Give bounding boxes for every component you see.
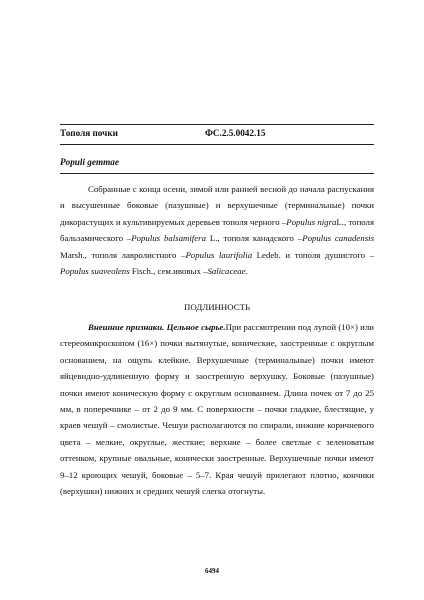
authenticity-lead: Внешние признаки. Цельное сырье. — [88, 322, 226, 332]
species-canadensis: Populus canadensis — [302, 233, 374, 244]
intro-text-5: Ledeb. и тополя душистого – — [252, 249, 374, 260]
authenticity-text: При рассмотрении под лупой (10×) или стереомикроскопом (16×) почки вытянутые, конические, заостренные с округлым основанием, на ощупь клейкие. Верхушечные (терминальные) почки имеют яйцевидно-удлиненную форму и заостренную верхушку. Боковые (пазушные) почки имеют коническую форму с округлым основанием. Длина почек от 7 до 25 мм, в поперечнике – от 2 до 9 мм. С поверхности – почки гладкие, блестящие, у краев чешуй – смолистые. Чешуи располагаются по спирали, нижние коричневого цвета – мелкие, округлые, жесткие; верхние – более светлые с зеленоватым оттенком, крупные овальные, конически заостренные. Верхушечные почки имеют 9–12 кроющих чешуй, боковые – 5–7. Края чешуй прилегают плотно, кончики (верхушки) нижних и средних чешуй слегка отогнуты. — [60, 322, 374, 497]
intro-text-1: Собранные с конца осени, зимой или ранней весной до начала распускания и высушенные боковые (пазушные) и верхушечные (терминальные) почки дикорастущих и культивируемых деревьев тополя черного – — [60, 184, 374, 227]
section-heading-authenticity: ПОДЛИННОСТЬ — [183, 302, 251, 312]
subtitle-rule — [60, 173, 374, 174]
authenticity-paragraph — [60, 319, 374, 499]
intro-text-4: Marsh., тополя лавролистного – — [60, 249, 186, 260]
page-number: 6494 — [205, 567, 219, 575]
header-bottom-rule — [60, 144, 374, 145]
species-suaveolens: Populus suaveolens — [60, 266, 130, 277]
intro-text-2: L., тополя бальзамического – — [60, 216, 374, 244]
species-balsamifera: Populus balsamifera — [131, 233, 206, 244]
latin-name: Populi gemmae — [60, 157, 119, 167]
species-laurifolia: Populus laurifolia — [185, 249, 253, 260]
intro-text-7: . — [245, 266, 248, 277]
header-top-rule — [60, 124, 374, 125]
monograph-code: ФС.2.5.0042.15 — [205, 128, 266, 138]
intro-text-3: L., тополя канадского – — [205, 233, 303, 244]
family-salicaceae: Salicaceae — [207, 266, 246, 277]
species-nigra: Populus nigra — [286, 216, 337, 227]
intro-text-6: Fisch., сем.ивовых – — [129, 266, 208, 277]
intro-paragraph — [60, 181, 374, 279]
monograph-title: Тополя почки — [60, 128, 118, 138]
